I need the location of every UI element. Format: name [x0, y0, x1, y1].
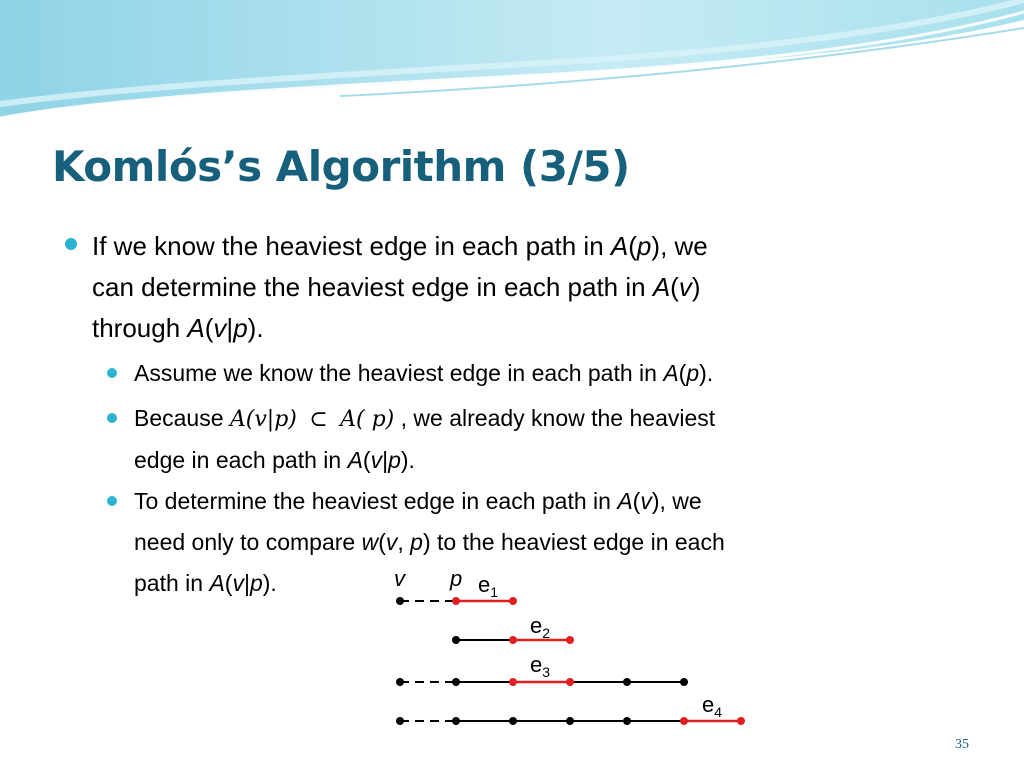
bullet-main-line-1: If we know the heaviest edge in each path in A(p), we [92, 231, 708, 261]
node-p [452, 597, 460, 605]
node [566, 636, 574, 644]
node [623, 678, 631, 686]
label-v: v [394, 566, 405, 591]
label-p: p [450, 566, 463, 591]
edge-label-e4: $e_4$ [702, 692, 723, 720]
sub-bullet-assume: Assume we know the heaviest edge in each path in A(p). [134, 353, 954, 394]
path-diagram [380, 560, 760, 740]
bullet-main-line-2: can determine the heaviest edge in each path in A(v) [92, 272, 701, 302]
node [509, 678, 517, 686]
node [509, 636, 517, 644]
node [452, 636, 460, 644]
node [566, 717, 574, 725]
slide-title: Komlós’s Algorithm (3/5) [52, 142, 630, 191]
node [737, 717, 745, 725]
edge-label-e3: $e_3$ [530, 652, 551, 680]
bullet-dot-icon [65, 238, 77, 250]
node [680, 678, 688, 686]
node [452, 678, 460, 686]
edge-label-e1: $e_1$ [478, 572, 499, 600]
formula-avp: A(v|p) [229, 407, 297, 432]
node [509, 717, 517, 725]
bullet-main [92, 226, 932, 349]
edge-label-e2: $e_2$ [530, 613, 551, 641]
node [623, 717, 631, 725]
sub-bullet-because: Because A(v|p) ⊂ A( p) , we already know the heaviest edge in each path in A(v|p). [134, 398, 954, 481]
sub-bullet-to-determine: To determine the heaviest edge in each path in A(v), we need only to compare w(v, p) to the heaviest edge in each path in A(v|p). [134, 481, 954, 604]
node [396, 717, 404, 725]
bullet-dot-icon [107, 368, 117, 378]
subset-symbol: ⊂ [309, 407, 328, 432]
node-v [396, 597, 404, 605]
node [452, 717, 460, 725]
node [396, 678, 404, 686]
node [680, 717, 688, 725]
formula-ap: A( p) [340, 407, 395, 432]
page-number: 35 [955, 737, 969, 752]
bullet-dot-icon [107, 496, 117, 506]
bullet-dot-icon [107, 413, 117, 423]
bullet-main-line-3: through A(v|p). [92, 313, 264, 343]
node [566, 678, 574, 686]
header-wave-decoration [0, 0, 1024, 130]
node [509, 597, 517, 605]
